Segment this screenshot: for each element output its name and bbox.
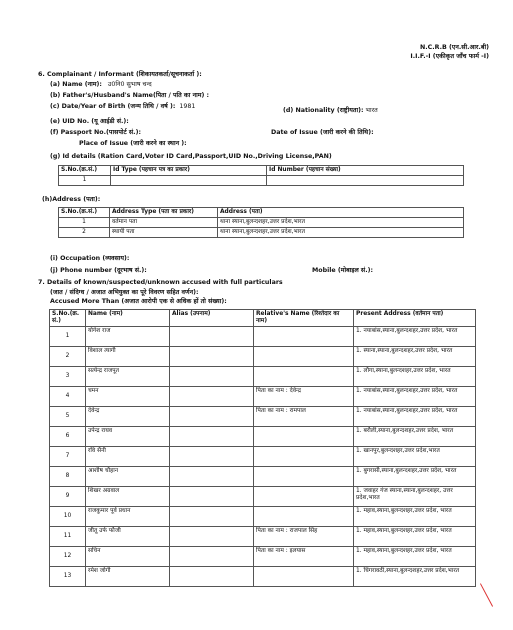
table-cell [170, 567, 254, 587]
table-cell: 7 [50, 447, 86, 467]
table-cell: 1. स्याना,स्याना,बुलन्दशहर,उत्तर प्रदेश, भारत [354, 347, 476, 367]
table-cell: वर्तमान पता [110, 218, 218, 228]
table-cell: राजकुमार पूर्व प्रधान [86, 507, 170, 527]
id-details-label: (g) Id details (Ration Card,Voter ID Card,Passport,UID No.,Driving License,PAN) [50, 153, 332, 160]
table-row [50, 527, 476, 547]
table-cell: 9 [50, 487, 86, 507]
table-cell [170, 347, 254, 367]
table-row [50, 427, 476, 447]
nationality-label: (d) Nationality (राष्ट्रीयता): [283, 107, 364, 114]
table-cell: 1. बरौली,स्याना,बुलन्दशहर,उत्तर प्रदेश, भारत [354, 427, 476, 447]
table-cell: पिता का नाम : देवेन्द्र [254, 387, 354, 407]
table-cell: 1 [59, 218, 110, 228]
table-row [59, 228, 464, 238]
table-row [50, 327, 476, 347]
table-row [50, 407, 476, 427]
address-label: (h)Address (पता): [42, 196, 101, 203]
table-cell: 1 [59, 176, 111, 186]
table-cell [170, 527, 254, 547]
table-cell: स्थायी पता [110, 228, 218, 238]
table-cell: 3 [50, 367, 86, 387]
table-cell: 8 [50, 467, 86, 487]
table-cell: योगेश राज [86, 327, 170, 347]
column-header: S.No.(क्र.सं.) [59, 208, 110, 218]
passport-label: (f) Passport No.(पासपोर्ट सं.): [50, 129, 141, 136]
table-row [50, 387, 476, 407]
name-value: उ0नि0 सुभाष चन्द [107, 81, 152, 88]
table-cell: 2 [59, 228, 110, 238]
table-row [50, 567, 476, 587]
table-cell [170, 387, 254, 407]
table-cell [170, 327, 254, 347]
table-cell: 1. नयाबांस,स्याना,बुलन्दशहर,उत्तर प्रदेश, भारत [354, 407, 476, 427]
nationality-row [283, 107, 378, 115]
address-table [58, 207, 464, 238]
nationality-value: भारत [365, 107, 378, 114]
table-cell: 1. खानपुर,बुलन्दशहर,उत्तर प्रदेश,भारत [354, 447, 476, 467]
table-cell [254, 567, 354, 587]
table-cell: 12 [50, 547, 86, 567]
column-header: Alias (उपनाम) [170, 310, 254, 327]
table-cell: 6 [50, 427, 86, 447]
table-cell: 1. बुगरासी,स्याना,बुलन्दशहर,उत्तर प्रदेश, भारत [354, 467, 476, 487]
column-header: Name (नाम) [86, 310, 170, 327]
phone-label: (j) Phone number (दूरभाष सं.): [50, 267, 147, 274]
table-cell: रमेश जोगी [86, 567, 170, 587]
table-cell: 1. लौगा,स्याना,बुलन्दशहर,उत्तर प्रदेश, भारत [354, 367, 476, 387]
table-cell: चमन [86, 387, 170, 407]
table-cell: पिता का नाम : इलयास [254, 547, 354, 567]
table-cell [254, 467, 354, 487]
table-cell: 11 [50, 527, 86, 547]
table-cell: थाना स्याना,बुलन्दशहर,उत्तर प्रदेश,भारत [218, 218, 464, 228]
table-cell [170, 467, 254, 487]
table-cell: उपेन्द्र राघव [86, 427, 170, 447]
table-cell [254, 327, 354, 347]
table-cell [111, 176, 267, 186]
table-row [50, 547, 476, 567]
uid-label: (e) UID No. (यू आईडी सं.): [50, 118, 129, 125]
table-cell: रवि सैनी [86, 447, 170, 467]
section7-subtitle: (जात / संदिग्ध / अजात अभियुक्त का पूरे विवरण सहित वर्णन): [50, 289, 199, 296]
table-cell: सत्येन्द्र राजपूत [86, 367, 170, 387]
name-row [50, 81, 152, 89]
column-header: Address Type (पता का प्रकार) [110, 208, 218, 218]
accused-table-body [50, 327, 476, 587]
table-cell [267, 176, 464, 186]
table-cell [170, 367, 254, 387]
table-row [50, 347, 476, 367]
table-row [59, 218, 464, 228]
table-cell [254, 507, 354, 527]
table-cell: विशाल त्यागी [86, 347, 170, 367]
table-cell: 1. महाव,स्याना,बुलन्दशहर,उत्तर प्रदेश, भारत [354, 527, 476, 547]
table-cell [254, 487, 354, 507]
table-cell: 5 [50, 407, 86, 427]
id-details-table [58, 165, 464, 186]
table-cell: 10 [50, 507, 86, 527]
dob-label: (c) Date/Year of Birth (जन्म तिथि / वर्ष ): [50, 103, 176, 110]
place-issue-label: Place of Issue (जारी करने का स्थान ): [79, 140, 187, 147]
accused-table [49, 309, 476, 587]
father-label: (b) Father's/Husband's Name(पिता / पति का नाम) : [50, 92, 210, 99]
table-cell: 1. चिंगरावठी,स्याना,बुलन्दशहर,उत्तर प्रदेश,भारत [354, 567, 476, 587]
table-row [50, 507, 476, 527]
table-cell: पिता का नाम : रामपाल [254, 407, 354, 427]
table-cell: सचिन [86, 547, 170, 567]
column-header: S.No.(क्र.सं.) [59, 166, 111, 176]
column-header: Present Address (वर्तमान पता) [354, 310, 476, 327]
table-cell: 2 [50, 347, 86, 367]
table-cell: 1. नयाबांस,स्याना,बुलन्दशहर,उत्तर प्रदेश, भारत [354, 327, 476, 347]
table-row [50, 367, 476, 387]
column-header: Id Type (पहचान पत्र का प्रकार) [111, 166, 267, 176]
table-header-row [50, 310, 476, 327]
pen-mark [480, 583, 493, 607]
table-cell: 1 [50, 327, 86, 347]
table-cell [170, 507, 254, 527]
table-cell: 1. नयाबांस,स्याना,बुलन्दशहर,उत्तर प्रदेश, भारत [354, 387, 476, 407]
column-header: Address (पता) [218, 208, 464, 218]
table-cell [170, 547, 254, 567]
table-cell [170, 407, 254, 427]
table-cell [254, 427, 354, 447]
table-cell: 4 [50, 387, 86, 407]
table-row [50, 487, 476, 507]
table-cell: 1. महाव,स्याना,बुलन्दशहर,उत्तर प्रदेश, भारत [354, 547, 476, 567]
occupation-label: (i) Occupation (व्यवसाय): [50, 255, 130, 262]
column-header: Id Number (पहचान संख्या) [267, 166, 464, 176]
table-cell: 1. जवाहर गंज स्याना,स्याना,बुलन्दशहर, उत्तर प्रदेश,भारत [354, 487, 476, 507]
section7-title: 7. Details of known/suspected/unknown accused with full particulars [38, 279, 283, 286]
section6-title: 6. Complainant / Informant (शिकायतकर्ता/सूचनाकर्ता ): [38, 71, 202, 78]
table-cell [254, 367, 354, 387]
mobile-label: Mobile (मोबाइल सं.): [312, 267, 373, 274]
table-cell: पिता का नाम : राजपाल सिंह [254, 527, 354, 547]
column-header: Relative's Name (रिश्तेदार का नाम) [254, 310, 354, 327]
table-cell: शिखर अग्रवाल [86, 487, 170, 507]
table-row [59, 176, 464, 186]
table-cell: थाना स्याना,बुलन्दशहर,उत्तर प्रदेश,भारत [218, 228, 464, 238]
table-cell: 1. महाव,स्याना,बुलन्दशहर,उत्तर प्रदेश, भारत [354, 507, 476, 527]
iif-header: I.I.F.-I (एकीकृत जाँच फार्म -I) [410, 53, 489, 60]
table-cell: आशीष चौहान [86, 467, 170, 487]
accused-more-than: Accused More Than (अजात आरोपी एक से अधिक हों तो संख्या): [50, 298, 227, 305]
table-row [50, 447, 476, 467]
table-cell [254, 447, 354, 467]
table-cell [170, 427, 254, 447]
dob-row [50, 103, 195, 111]
ncrb-header: N.C.R.B (एन.सी.आर.बी) [419, 44, 489, 51]
table-cell: जीतू उर्फ फौजी [86, 527, 170, 547]
dob-value: 1981 [179, 103, 196, 110]
table-cell: देवेन्द्र [86, 407, 170, 427]
table-cell: 13 [50, 567, 86, 587]
table-cell [170, 447, 254, 467]
table-header-row [59, 166, 464, 176]
name-label: (a) Name (नाम): [50, 81, 102, 88]
column-header: S.No.(क्र. सं.) [50, 310, 86, 327]
table-header-row [59, 208, 464, 218]
issue-date-label: Date of Issue (जारी करने की तिथि): [271, 129, 374, 136]
table-cell [254, 347, 354, 367]
table-cell [170, 487, 254, 507]
table-row [50, 467, 476, 487]
